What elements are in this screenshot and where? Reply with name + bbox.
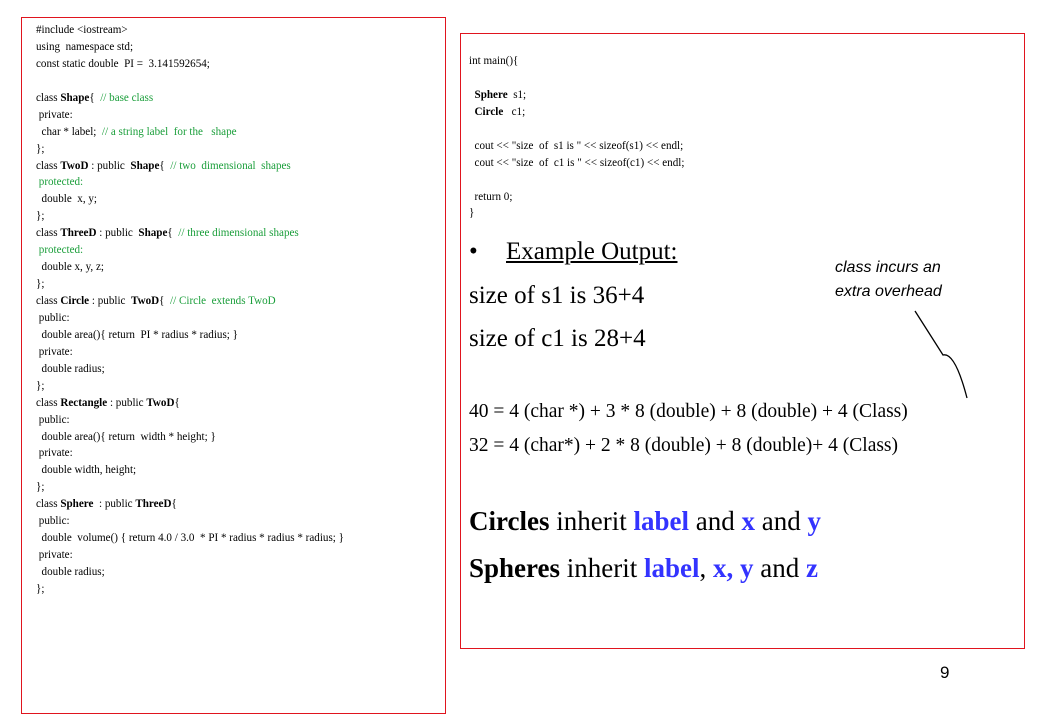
code-keyword: Circle bbox=[474, 105, 504, 118]
inherit-text: inherit bbox=[549, 506, 634, 536]
main-code-block bbox=[469, 53, 684, 222]
code-comment: protected: bbox=[36, 176, 84, 189]
code-text: class bbox=[36, 159, 61, 172]
bullet-icon: • bbox=[469, 238, 478, 265]
code-line bbox=[36, 564, 445, 581]
circles-inherit-line bbox=[469, 506, 821, 537]
code-line bbox=[36, 174, 445, 191]
example-output-title: Example Output: bbox=[506, 238, 678, 265]
output-line-c1: size of c1 is 28+4 bbox=[469, 325, 646, 352]
code-text: int main(){ bbox=[469, 55, 519, 67]
code-line bbox=[36, 344, 445, 361]
code-text: class bbox=[36, 295, 61, 307]
example-output-heading bbox=[469, 238, 678, 266]
code-line bbox=[469, 172, 684, 189]
code-line bbox=[469, 70, 684, 87]
code-line bbox=[36, 293, 445, 310]
code-keyword: TwoD bbox=[131, 295, 160, 307]
code-line bbox=[469, 53, 684, 70]
code-text: class bbox=[36, 498, 61, 511]
code-text: double area(){ return width * height; } bbox=[36, 430, 216, 443]
code-line bbox=[36, 22, 445, 39]
code-text: private: bbox=[36, 549, 73, 562]
code-keyword: Sphere bbox=[474, 88, 508, 101]
code-text: { bbox=[159, 295, 171, 307]
inherit-text: , bbox=[699, 553, 714, 583]
page-number: 9 bbox=[940, 663, 950, 682]
code-text: double radius; bbox=[36, 566, 105, 578]
inherit-member: y bbox=[807, 506, 821, 536]
code-text: { bbox=[174, 396, 180, 409]
code-text: s1; bbox=[507, 88, 527, 101]
code-text: }; bbox=[36, 142, 45, 155]
code-line bbox=[36, 327, 445, 344]
code-line bbox=[36, 462, 445, 479]
code-text: : public bbox=[107, 396, 147, 409]
code-text: : public bbox=[88, 159, 131, 172]
code-line bbox=[36, 530, 445, 547]
code-line bbox=[36, 90, 445, 107]
code-keyword: Shape bbox=[138, 227, 168, 240]
inherit-text: and bbox=[754, 506, 808, 536]
code-line bbox=[469, 189, 684, 206]
code-comment: // a string label for the shape bbox=[101, 125, 237, 138]
code-line bbox=[36, 141, 445, 158]
code-text: c1; bbox=[503, 105, 526, 118]
inherit-subject: Circles bbox=[469, 506, 550, 536]
code-line bbox=[36, 73, 445, 90]
code-line bbox=[36, 479, 445, 496]
code-text: #include <iostream> bbox=[36, 24, 128, 36]
code-text: double radius; bbox=[36, 362, 105, 375]
code-line bbox=[36, 429, 445, 446]
spheres-inherit-line bbox=[469, 553, 818, 584]
code-line bbox=[36, 191, 445, 208]
code-text: { bbox=[159, 159, 171, 172]
code-text: : public bbox=[89, 295, 131, 307]
code-text: }; bbox=[36, 481, 45, 494]
code-text: }; bbox=[36, 582, 45, 595]
code-line bbox=[36, 496, 445, 513]
code-line bbox=[36, 107, 445, 124]
code-keyword: ThreeD bbox=[60, 227, 97, 240]
code-line bbox=[36, 395, 445, 412]
code-line bbox=[469, 138, 684, 155]
inherit-member: z bbox=[806, 553, 818, 583]
code-text: char * label; bbox=[36, 125, 102, 138]
inherit-member: label bbox=[644, 553, 700, 583]
code-keyword: Circle bbox=[60, 295, 90, 307]
code-text: const static double PI = 3.141592654; bbox=[36, 57, 210, 70]
code-keyword: Rectangle bbox=[60, 396, 108, 409]
code-keyword: TwoD bbox=[60, 159, 89, 172]
code-text: { bbox=[171, 498, 177, 511]
code-line bbox=[469, 87, 684, 104]
inherit-member: label bbox=[633, 506, 689, 536]
right-code-panel bbox=[460, 33, 1025, 649]
code-text: class bbox=[36, 227, 61, 240]
code-line bbox=[36, 513, 445, 530]
code-line bbox=[36, 310, 445, 327]
code-text: cout << "size of c1 is " << sizeof(c1) << endl; bbox=[469, 156, 685, 169]
code-text: }; bbox=[36, 210, 45, 223]
code-line bbox=[469, 205, 684, 222]
code-text: using namespace std; bbox=[36, 40, 134, 53]
code-text: double volume() { return 4.0 / 3.0 * PI * radius * radius * radius; } bbox=[36, 532, 344, 545]
code-text: double area(){ return PI * radius * radius; } bbox=[36, 328, 238, 341]
code-line bbox=[36, 547, 445, 564]
code-line bbox=[36, 581, 445, 598]
code-line bbox=[36, 39, 445, 56]
code-line bbox=[469, 104, 684, 121]
inherit-member: x, y bbox=[713, 553, 754, 583]
code-text: return 0; bbox=[469, 190, 513, 203]
equation-sphere: 40 = 4 (char *) + 3 * 8 (double) + 8 (double) + 4 (Class) bbox=[469, 401, 908, 422]
code-text: double x, y, z; bbox=[36, 261, 104, 274]
code-keyword: TwoD bbox=[146, 396, 175, 409]
code-line bbox=[36, 378, 445, 395]
code-text: private: bbox=[36, 447, 73, 460]
code-line bbox=[36, 56, 445, 73]
code-text: private: bbox=[36, 108, 73, 121]
code-line bbox=[469, 155, 684, 172]
code-text: public: bbox=[36, 311, 70, 324]
code-text: double width, height; bbox=[36, 464, 137, 477]
output-line-s1: size of s1 is 36+4 bbox=[469, 282, 645, 309]
left-code-panel bbox=[21, 17, 446, 714]
code-text: public: bbox=[36, 413, 70, 426]
code-text: : public bbox=[93, 498, 136, 511]
code-line bbox=[36, 158, 445, 175]
code-text: public: bbox=[36, 515, 70, 528]
code-text: }; bbox=[36, 278, 45, 291]
code-text: } bbox=[469, 207, 475, 220]
code-text: class bbox=[36, 91, 61, 104]
code-text: : public bbox=[96, 227, 139, 240]
code-line bbox=[36, 412, 445, 429]
code-line bbox=[36, 124, 445, 141]
code-line bbox=[36, 208, 445, 225]
code-line bbox=[36, 361, 445, 378]
code-line bbox=[469, 121, 684, 138]
inherit-member: x bbox=[741, 506, 755, 536]
code-comment: protected: bbox=[36, 244, 84, 257]
code-text: double x, y; bbox=[36, 193, 98, 206]
code-comment: // base class bbox=[100, 91, 154, 104]
inherit-text: and bbox=[753, 553, 807, 583]
code-keyword: ThreeD bbox=[135, 498, 172, 511]
code-keyword: Sphere bbox=[60, 498, 94, 511]
code-line bbox=[36, 225, 445, 242]
inherit-subject: Spheres bbox=[469, 553, 561, 583]
code-comment: // two dimensional shapes bbox=[170, 159, 291, 172]
code-comment: // three dimensional shapes bbox=[178, 227, 299, 240]
equation-circle: 32 = 4 (char*) + 2 * 8 (double) + 8 (double)+ 4 (Class) bbox=[469, 435, 899, 456]
left-code-block bbox=[36, 22, 445, 598]
inherit-text: inherit bbox=[560, 553, 645, 583]
code-keyword: Shape bbox=[60, 91, 90, 104]
code-text: cout << "size of s1 is " << sizeof(s1) << endl; bbox=[469, 139, 684, 152]
code-text: { bbox=[167, 227, 179, 240]
overhead-note: class incurs an extra overhead bbox=[835, 259, 942, 300]
code-line bbox=[36, 242, 445, 259]
code-line bbox=[36, 276, 445, 293]
code-line bbox=[36, 445, 445, 462]
code-line bbox=[36, 259, 445, 276]
code-text: }; bbox=[36, 379, 45, 392]
code-keyword: Shape bbox=[130, 159, 160, 172]
code-text: private: bbox=[36, 345, 73, 358]
inherit-text: and bbox=[688, 506, 742, 536]
code-text: { bbox=[89, 91, 101, 104]
code-text: class bbox=[36, 396, 61, 409]
code-comment: // Circle extends TwoD bbox=[170, 295, 276, 307]
